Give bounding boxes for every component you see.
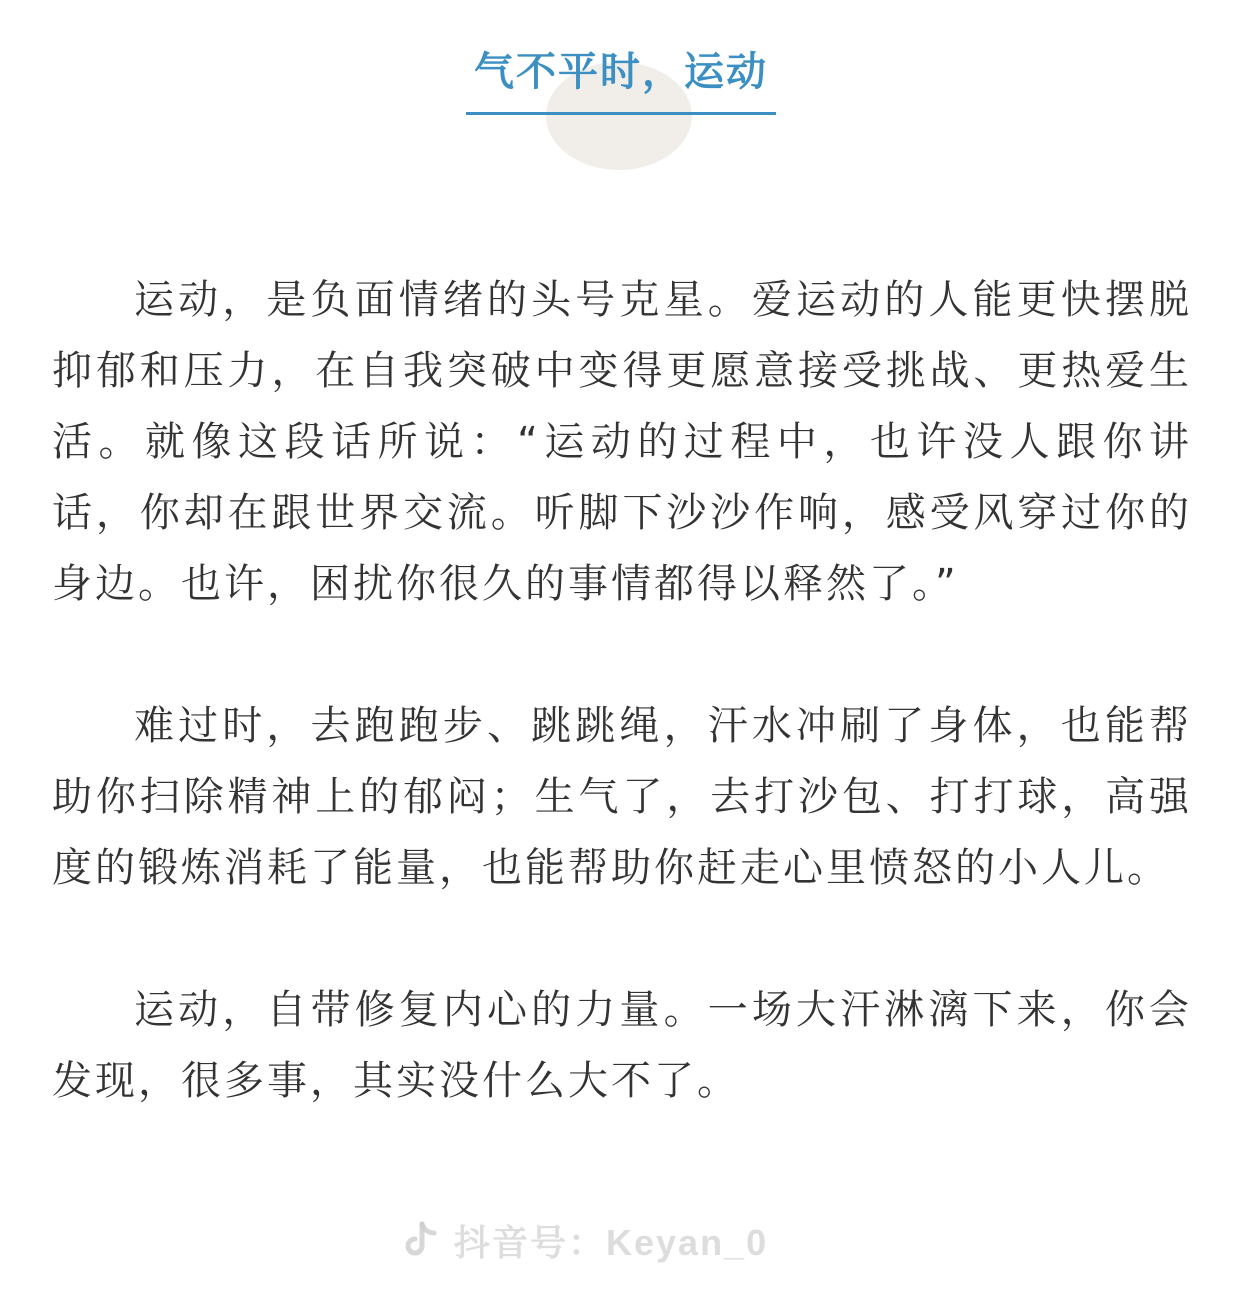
section-title: 气不平时，运动 xyxy=(474,49,768,95)
paragraph-3: 运动，自带修复内心的力量。一场大汗淋漓下来，你会发现，很多事，其实没什么大不了。 xyxy=(52,987,1192,1104)
paragraph-2: 难过时，去跑跑步、跳跳绳，汗水冲刷了身体，也能帮助你扫除精神上的郁闷；生气了，去打沙包、打打球，高强度的锻炼消耗了能量，也能帮助你赶走心里愤怒的小人儿。 xyxy=(52,703,1192,891)
douyin-note-icon xyxy=(398,1218,442,1262)
douyin-watermark xyxy=(398,1210,768,1270)
paragraph-1: 运动，是负面情绪的头号克星。爱运动的人能更快摆脱抑郁和压力，在自我突破中变得更愿意接受挑战、更热爱生活。就像这段话所说：“运动的过程中，也许没人跟你讲话，你却在跟世界交流。听脚下沙沙作响，感受风穿过你的身边。也许，困扰你很久的事情都得以释然了。” xyxy=(52,277,1192,607)
title-underline xyxy=(466,112,776,115)
watermark-text: 抖音号：Keyan_0 xyxy=(454,1221,769,1263)
article-body xyxy=(52,265,1192,1117)
